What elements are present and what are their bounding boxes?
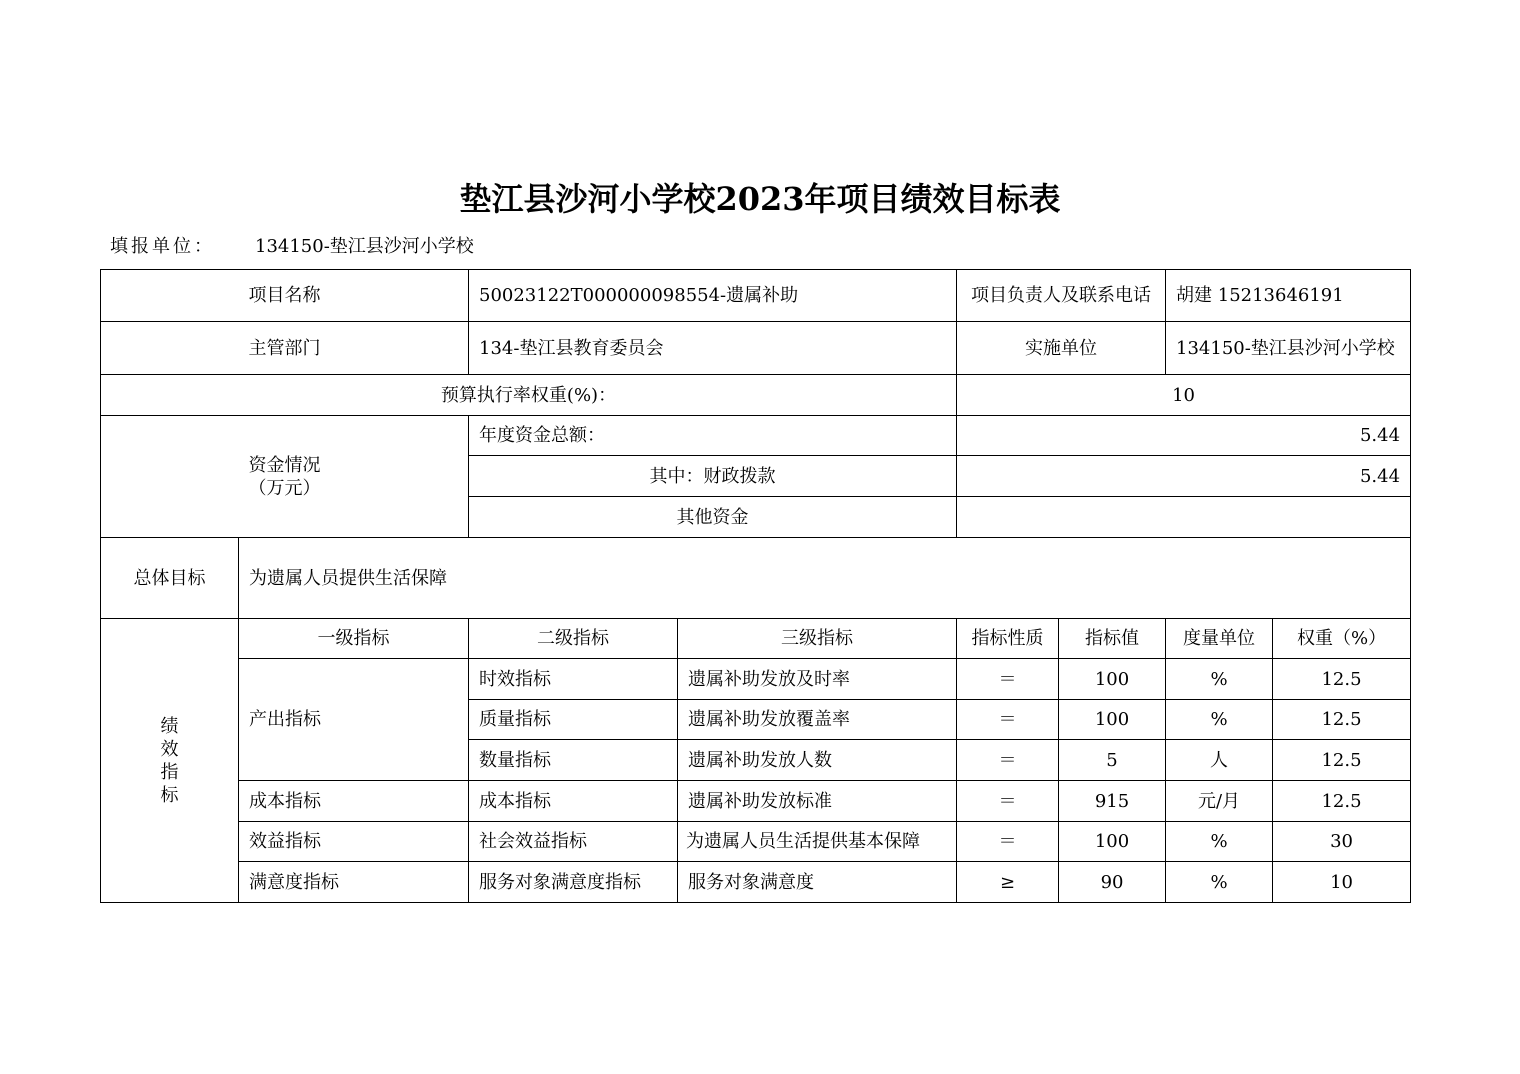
funds-total-row — [101, 416, 1411, 456]
indicator-section-char: 指 — [160, 761, 179, 783]
table-row — [101, 781, 1411, 822]
funds-label-line1: 资金情况 — [248, 454, 321, 476]
funds-fiscal-value: 5.44 — [957, 456, 1411, 497]
funds-label-line2: （万元） — [248, 477, 321, 499]
header-weight: 权重（%） — [1273, 619, 1411, 659]
value-cell: 5 — [1059, 740, 1166, 781]
dept-value: 134-垫江县教育委员会 — [469, 322, 957, 375]
level1-cell: 满意度指标 — [239, 862, 469, 903]
table-row — [101, 822, 1411, 862]
unit-cell: 人 — [1166, 740, 1273, 781]
level2-cell: 服务对象满意度指标 — [469, 862, 678, 903]
weight-cell: 12.5 — [1273, 781, 1411, 822]
project-name-label: 项目名称 — [101, 270, 469, 322]
level3-cell: 遗属补助发放标准 — [678, 781, 957, 822]
unit-cell: % — [1166, 822, 1273, 862]
funds-total-label: 年度资金总额： — [469, 416, 957, 456]
header-level1: 一级指标 — [239, 619, 469, 659]
weight-cell: 12.5 — [1273, 740, 1411, 781]
level1-cell: 效益指标 — [239, 822, 469, 862]
unit-cell: % — [1166, 700, 1273, 740]
indicator-section-char: 效 — [160, 738, 179, 760]
value-cell: 100 — [1059, 700, 1166, 740]
nature-cell: ＝ — [957, 740, 1059, 781]
fill-unit — [110, 232, 474, 258]
level2-cell: 社会效益指标 — [469, 822, 678, 862]
header-level3: 三级指标 — [678, 619, 957, 659]
funds-label — [101, 416, 469, 538]
funds-other-label: 其他资金 — [469, 497, 957, 538]
level1-cell: 成本指标 — [239, 781, 469, 822]
weight-cell: 12.5 — [1273, 659, 1411, 700]
indicator-header-row — [101, 619, 1411, 659]
level3-cell: 遗属补助发放及时率 — [678, 659, 957, 700]
nature-cell: ＝ — [957, 822, 1059, 862]
budget-rate-label: 预算执行率权重(%)： — [101, 375, 957, 416]
performance-table — [100, 269, 1411, 903]
header-level2: 二级指标 — [469, 619, 678, 659]
funds-total-value: 5.44 — [957, 416, 1411, 456]
unit-cell: % — [1166, 659, 1273, 700]
indicator-section-char: 绩 — [160, 715, 179, 737]
fill-unit-value: 134150-垫江县沙河小学校 — [255, 236, 474, 257]
level3-cell: 为遗属人员生活提供基本保障 — [678, 822, 957, 862]
nature-cell: ＝ — [957, 659, 1059, 700]
goal-row — [101, 538, 1411, 619]
weight-cell: 30 — [1273, 822, 1411, 862]
value-cell: 915 — [1059, 781, 1166, 822]
fill-unit-label: 填报单位： — [110, 236, 215, 257]
project-contact-label: 项目负责人及联系电话 — [957, 270, 1166, 322]
header-value: 指标值 — [1059, 619, 1166, 659]
project-name-value: 50023122T000000098554-遗属补助 — [469, 270, 957, 322]
unit-cell: % — [1166, 862, 1273, 903]
project-name-row — [101, 270, 1411, 322]
level3-cell: 遗属补助发放覆盖率 — [678, 700, 957, 740]
value-cell: 90 — [1059, 862, 1166, 903]
funds-fiscal-label: 其中：财政拨款 — [469, 456, 957, 497]
page-title: 垫江县沙河小学校2023年项目绩效目标表 — [459, 180, 1061, 218]
funds-other-value — [957, 497, 1411, 538]
goal-value: 为遗属人员提供生活保障 — [239, 538, 1411, 619]
level1-cell: 产出指标 — [239, 659, 469, 781]
weight-cell: 12.5 — [1273, 700, 1411, 740]
level2-cell: 数量指标 — [469, 740, 678, 781]
nature-cell: ≥ — [957, 862, 1059, 903]
dept-label: 主管部门 — [101, 322, 469, 375]
budget-rate-row — [101, 375, 1411, 416]
value-cell: 100 — [1059, 822, 1166, 862]
nature-cell: ＝ — [957, 781, 1059, 822]
header-nature: 指标性质 — [957, 619, 1059, 659]
value-cell: 100 — [1059, 659, 1166, 700]
budget-rate-value: 10 — [957, 375, 1411, 416]
indicator-section-label — [101, 619, 239, 903]
project-contact-value: 胡建 15213646191 — [1166, 270, 1411, 322]
impl-value: 134150-垫江县沙河小学校 — [1166, 322, 1411, 375]
level3-cell: 遗属补助发放人数 — [678, 740, 957, 781]
table-row — [101, 659, 1411, 700]
nature-cell: ＝ — [957, 700, 1059, 740]
level3-cell: 服务对象满意度 — [678, 862, 957, 903]
table-row — [101, 862, 1411, 903]
level2-cell: 成本指标 — [469, 781, 678, 822]
impl-label: 实施单位 — [957, 322, 1166, 375]
indicator-section-char: 标 — [160, 784, 179, 806]
level2-cell: 时效指标 — [469, 659, 678, 700]
level2-cell: 质量指标 — [469, 700, 678, 740]
unit-cell: 元/月 — [1166, 781, 1273, 822]
weight-cell: 10 — [1273, 862, 1411, 903]
header-unit: 度量单位 — [1166, 619, 1273, 659]
goal-label: 总体目标 — [101, 538, 239, 619]
dept-row — [101, 322, 1411, 375]
